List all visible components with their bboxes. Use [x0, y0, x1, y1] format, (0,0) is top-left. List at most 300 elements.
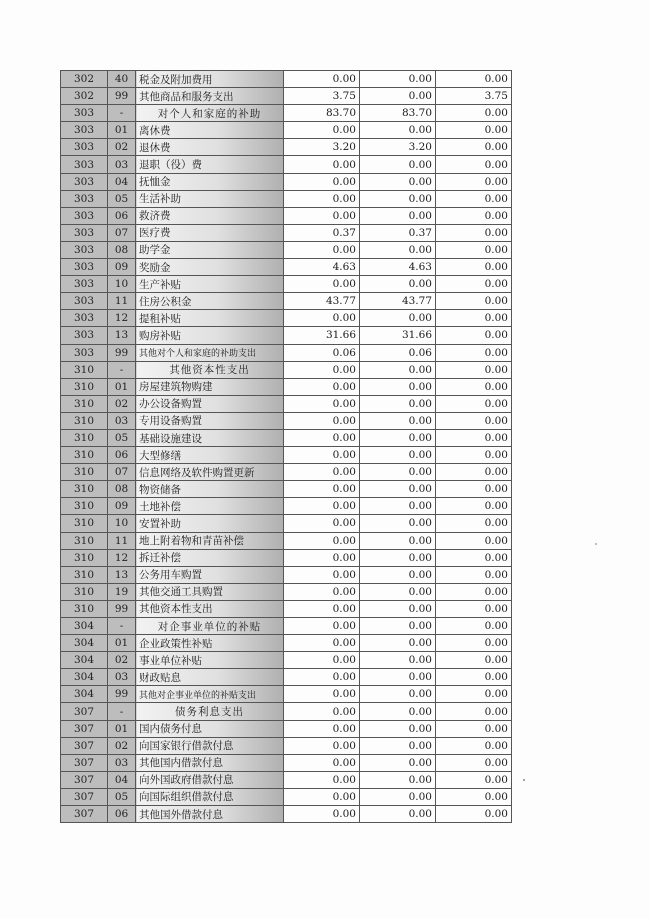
- total-amount-cell: 0.00: [284, 447, 360, 464]
- item-code-cell: 10: [108, 276, 136, 293]
- total-amount-cell: 0.00: [284, 190, 360, 207]
- table-row: [61, 88, 512, 105]
- class-code-cell: 303: [61, 139, 108, 156]
- total-amount-cell: 0.00: [284, 618, 360, 635]
- item-code-cell: 13: [108, 327, 136, 344]
- basic-amount-cell: 0.00: [360, 600, 436, 617]
- item-code-cell: 06: [108, 806, 136, 823]
- item-code-cell: 03: [108, 412, 136, 429]
- table-row: [61, 190, 512, 207]
- total-amount-cell: 0.00: [284, 771, 360, 788]
- total-amount-cell: 0.00: [284, 686, 360, 703]
- basic-amount-cell: 0.00: [360, 515, 436, 532]
- item-code-cell: 08: [108, 241, 136, 258]
- total-amount-cell: 0.00: [284, 207, 360, 224]
- table-category-row: [61, 618, 512, 635]
- item-name-cell: 向外国政府借款付息: [136, 771, 284, 788]
- class-code-cell: 310: [61, 361, 108, 378]
- total-amount-cell: 31.66: [284, 327, 360, 344]
- project-amount-cell: 0.00: [436, 583, 512, 600]
- project-amount-cell: 0.00: [436, 532, 512, 549]
- basic-amount-cell: 0.00: [360, 686, 436, 703]
- project-amount-cell: 0.00: [436, 703, 512, 720]
- total-amount-cell: 43.77: [284, 293, 360, 310]
- class-code-cell: 303: [61, 293, 108, 310]
- total-amount-cell: 0.00: [284, 276, 360, 293]
- class-code-cell: 303: [61, 190, 108, 207]
- item-code-cell: 02: [108, 737, 136, 754]
- class-code-cell: 303: [61, 122, 108, 139]
- class-code-cell: 302: [61, 88, 108, 105]
- project-amount-cell: 0.00: [436, 122, 512, 139]
- table-category-row: [61, 361, 512, 378]
- item-name-cell: 其他对企事业单位的补贴支出: [136, 686, 284, 703]
- class-code-cell: 310: [61, 600, 108, 617]
- project-amount-cell: 0.00: [436, 327, 512, 344]
- project-amount-cell: 0.00: [436, 618, 512, 635]
- basic-amount-cell: 0.00: [360, 190, 436, 207]
- item-name-cell: 抚恤金: [136, 173, 284, 190]
- project-amount-cell: 0.00: [436, 447, 512, 464]
- item-code-cell: 07: [108, 464, 136, 481]
- item-code-cell: 07: [108, 224, 136, 241]
- item-code-cell: 99: [108, 88, 136, 105]
- total-amount-cell: 0.00: [284, 515, 360, 532]
- class-code-cell: 310: [61, 532, 108, 549]
- project-amount-cell: 0.00: [436, 771, 512, 788]
- item-name-cell: 物资储备: [136, 481, 284, 498]
- item-name-cell: 税金及附加费用: [136, 71, 284, 88]
- table-row: [61, 600, 512, 617]
- item-name-cell: 公务用车购置: [136, 566, 284, 583]
- total-amount-cell: 3.20: [284, 139, 360, 156]
- project-amount-cell: 0.00: [436, 156, 512, 173]
- class-code-cell: 303: [61, 207, 108, 224]
- project-amount-cell: 0.00: [436, 669, 512, 686]
- basic-amount-cell: 0.00: [360, 737, 436, 754]
- total-amount-cell: 0.00: [284, 788, 360, 805]
- total-amount-cell: 83.70: [284, 105, 360, 122]
- basic-amount-cell: 0.00: [360, 395, 436, 412]
- project-amount-cell: 0.00: [436, 429, 512, 446]
- total-amount-cell: 0.00: [284, 532, 360, 549]
- item-name-cell: 其他国外借款付息: [136, 806, 284, 823]
- basic-amount-cell: 0.00: [360, 583, 436, 600]
- item-name-cell: 救济费: [136, 207, 284, 224]
- table-row: [61, 532, 512, 549]
- table-row: [61, 583, 512, 600]
- item-name-cell: 退职（役）费: [136, 156, 284, 173]
- class-code-cell: 303: [61, 156, 108, 173]
- item-code-cell: 40: [108, 71, 136, 88]
- basic-amount-cell: 0.00: [360, 532, 436, 549]
- total-amount-cell: 0.00: [284, 412, 360, 429]
- basic-amount-cell: 0.00: [360, 566, 436, 583]
- item-code-cell: 01: [108, 720, 136, 737]
- total-amount-cell: 0.37: [284, 224, 360, 241]
- expenditure-table: [60, 70, 512, 823]
- basic-amount-cell: 0.00: [360, 669, 436, 686]
- class-code-cell: 310: [61, 481, 108, 498]
- table-row: [61, 652, 512, 669]
- class-code-cell: 304: [61, 669, 108, 686]
- item-code-cell: 05: [108, 429, 136, 446]
- table-row: [61, 344, 512, 361]
- item-name-cell: 拆迁补偿: [136, 549, 284, 566]
- project-amount-cell: 0.00: [436, 600, 512, 617]
- table-row: [61, 293, 512, 310]
- project-amount-cell: 0.00: [436, 686, 512, 703]
- class-code-cell: 307: [61, 754, 108, 771]
- table-row: [61, 276, 512, 293]
- total-amount-cell: 0.00: [284, 122, 360, 139]
- item-name-cell: 办公设备购置: [136, 395, 284, 412]
- item-name-cell: 基础设施建设: [136, 429, 284, 446]
- item-code-cell: 99: [108, 686, 136, 703]
- item-code-cell: 01: [108, 122, 136, 139]
- item-name-cell: 助学金: [136, 241, 284, 258]
- class-code-cell: 307: [61, 788, 108, 805]
- project-amount-cell: 0.00: [436, 412, 512, 429]
- table-row: [61, 412, 512, 429]
- table-row: [61, 241, 512, 258]
- item-name-cell: 安置补助: [136, 515, 284, 532]
- total-amount-cell: 3.75: [284, 88, 360, 105]
- total-amount-cell: 0.00: [284, 635, 360, 652]
- class-code-cell: 307: [61, 737, 108, 754]
- item-code-cell: 11: [108, 293, 136, 310]
- table-row: [61, 429, 512, 446]
- total-amount-cell: 4.63: [284, 259, 360, 276]
- class-code-cell: 310: [61, 447, 108, 464]
- class-code-cell: 304: [61, 686, 108, 703]
- item-code-cell: 99: [108, 600, 136, 617]
- table-row: [61, 754, 512, 771]
- item-code-cell: -: [108, 618, 136, 635]
- project-amount-cell: 0.00: [436, 566, 512, 583]
- item-name-cell: 退休费: [136, 139, 284, 156]
- item-code-cell: 04: [108, 173, 136, 190]
- basic-amount-cell: 0.37: [360, 224, 436, 241]
- class-code-cell: 304: [61, 635, 108, 652]
- basic-amount-cell: 0.00: [360, 378, 436, 395]
- class-code-cell: 310: [61, 583, 108, 600]
- item-name-cell: 其他交通工具购置: [136, 583, 284, 600]
- item-name-cell: 购房补贴: [136, 327, 284, 344]
- basic-amount-cell: 0.00: [360, 771, 436, 788]
- item-name-cell: 向国家银行借款付息: [136, 737, 284, 754]
- basic-amount-cell: 0.00: [360, 207, 436, 224]
- total-amount-cell: 0.00: [284, 71, 360, 88]
- class-code-cell: 303: [61, 173, 108, 190]
- project-amount-cell: 0.00: [436, 224, 512, 241]
- basic-amount-cell: 0.00: [360, 481, 436, 498]
- project-amount-cell: 0.00: [436, 259, 512, 276]
- total-amount-cell: 0.00: [284, 395, 360, 412]
- class-code-cell: 304: [61, 652, 108, 669]
- item-code-cell: 02: [108, 139, 136, 156]
- project-amount-cell: 0.00: [436, 190, 512, 207]
- total-amount-cell: 0.00: [284, 156, 360, 173]
- table-row: [61, 737, 512, 754]
- basic-amount-cell: 0.00: [360, 788, 436, 805]
- basic-amount-cell: 0.00: [360, 241, 436, 258]
- table-row: [61, 635, 512, 652]
- item-code-cell: 06: [108, 207, 136, 224]
- total-amount-cell: 0.00: [284, 241, 360, 258]
- project-amount-cell: 0.00: [436, 293, 512, 310]
- item-name-cell: 国内债务付息: [136, 720, 284, 737]
- project-amount-cell: 0.00: [436, 498, 512, 515]
- basic-amount-cell: 43.77: [360, 293, 436, 310]
- class-code-cell: 310: [61, 566, 108, 583]
- project-amount-cell: 0.00: [436, 635, 512, 652]
- class-code-cell: 310: [61, 464, 108, 481]
- total-amount-cell: 0.00: [284, 549, 360, 566]
- class-code-cell: 304: [61, 618, 108, 635]
- table-row: [61, 310, 512, 327]
- class-code-cell: 307: [61, 771, 108, 788]
- basic-amount-cell: 0.00: [360, 361, 436, 378]
- basic-amount-cell: 0.00: [360, 276, 436, 293]
- table-row: [61, 156, 512, 173]
- table-row: [61, 686, 512, 703]
- class-code-cell: 303: [61, 105, 108, 122]
- project-amount-cell: 0.00: [436, 310, 512, 327]
- project-amount-cell: 0.00: [436, 737, 512, 754]
- table-row: [61, 71, 512, 88]
- item-name-cell: 其他资本性支出: [136, 600, 284, 617]
- item-code-cell: 05: [108, 788, 136, 805]
- item-code-cell: -: [108, 361, 136, 378]
- basic-amount-cell: 0.06: [360, 344, 436, 361]
- item-code-cell: 09: [108, 259, 136, 276]
- class-code-cell: 310: [61, 378, 108, 395]
- scan-speck: [523, 779, 525, 781]
- basic-amount-cell: 83.70: [360, 105, 436, 122]
- project-amount-cell: 0.00: [436, 71, 512, 88]
- project-amount-cell: 0.00: [436, 241, 512, 258]
- project-amount-cell: 0.00: [436, 754, 512, 771]
- item-code-cell: 02: [108, 395, 136, 412]
- item-name-cell: 生活补助: [136, 190, 284, 207]
- class-code-cell: 303: [61, 259, 108, 276]
- item-name-cell: 债务利息支出: [136, 703, 284, 720]
- item-code-cell: 02: [108, 652, 136, 669]
- item-code-cell: -: [108, 105, 136, 122]
- item-name-cell: 对企事业单位的补贴: [136, 618, 284, 635]
- total-amount-cell: 0.00: [284, 361, 360, 378]
- basic-amount-cell: 0.00: [360, 549, 436, 566]
- project-amount-cell: 0.00: [436, 395, 512, 412]
- table-row: [61, 498, 512, 515]
- item-code-cell: 09: [108, 498, 136, 515]
- class-code-cell: 310: [61, 429, 108, 446]
- table-row: [61, 806, 512, 823]
- table-row: [61, 122, 512, 139]
- item-name-cell: 住房公积金: [136, 293, 284, 310]
- table-category-row: [61, 703, 512, 720]
- basic-amount-cell: 0.00: [360, 88, 436, 105]
- total-amount-cell: 0.00: [284, 806, 360, 823]
- item-code-cell: 05: [108, 190, 136, 207]
- basic-amount-cell: 0.00: [360, 635, 436, 652]
- table-row: [61, 549, 512, 566]
- table-row: [61, 207, 512, 224]
- table-row: [61, 378, 512, 395]
- basic-amount-cell: 0.00: [360, 447, 436, 464]
- total-amount-cell: 0.00: [284, 481, 360, 498]
- total-amount-cell: 0.00: [284, 600, 360, 617]
- total-amount-cell: 0.00: [284, 378, 360, 395]
- total-amount-cell: 0.06: [284, 344, 360, 361]
- basic-amount-cell: 0.00: [360, 173, 436, 190]
- basic-amount-cell: 0.00: [360, 156, 436, 173]
- item-name-cell: 其他资本性支出: [136, 361, 284, 378]
- item-name-cell: 专用设备购置: [136, 412, 284, 429]
- item-code-cell: 19: [108, 583, 136, 600]
- class-code-cell: 310: [61, 515, 108, 532]
- basic-amount-cell: 0.00: [360, 703, 436, 720]
- table-row: [61, 515, 512, 532]
- item-name-cell: 离休费: [136, 122, 284, 139]
- basic-amount-cell: 3.20: [360, 139, 436, 156]
- table-row: [61, 259, 512, 276]
- project-amount-cell: 0.00: [436, 464, 512, 481]
- project-amount-cell: 0.00: [436, 652, 512, 669]
- total-amount-cell: 0.00: [284, 173, 360, 190]
- item-code-cell: 13: [108, 566, 136, 583]
- class-code-cell: 310: [61, 412, 108, 429]
- project-amount-cell: 0.00: [436, 173, 512, 190]
- table-row: [61, 395, 512, 412]
- item-code-cell: 10: [108, 515, 136, 532]
- total-amount-cell: 0.00: [284, 310, 360, 327]
- item-code-cell: 12: [108, 549, 136, 566]
- item-code-cell: 03: [108, 669, 136, 686]
- item-name-cell: 房屋建筑物购建: [136, 378, 284, 395]
- class-code-cell: 303: [61, 241, 108, 258]
- total-amount-cell: 0.00: [284, 652, 360, 669]
- project-amount-cell: 0.00: [436, 481, 512, 498]
- class-code-cell: 310: [61, 395, 108, 412]
- expenditure-table-body: [61, 71, 512, 823]
- table-category-row: [61, 105, 512, 122]
- project-amount-cell: 0.00: [436, 139, 512, 156]
- class-code-cell: 310: [61, 549, 108, 566]
- item-code-cell: 12: [108, 310, 136, 327]
- project-amount-cell: 0.00: [436, 788, 512, 805]
- project-amount-cell: 0.00: [436, 515, 512, 532]
- total-amount-cell: 0.00: [284, 498, 360, 515]
- project-amount-cell: 0.00: [436, 549, 512, 566]
- total-amount-cell: 0.00: [284, 669, 360, 686]
- item-name-cell: 信息网络及软件购置更新: [136, 464, 284, 481]
- item-code-cell: 06: [108, 447, 136, 464]
- basic-amount-cell: 0.00: [360, 806, 436, 823]
- project-amount-cell: 0.00: [436, 378, 512, 395]
- class-code-cell: 307: [61, 806, 108, 823]
- class-code-cell: 303: [61, 327, 108, 344]
- project-amount-cell: 0.00: [436, 207, 512, 224]
- item-name-cell: 向国际组织借款付息: [136, 788, 284, 805]
- project-amount-cell: 0.00: [436, 720, 512, 737]
- item-code-cell: 03: [108, 156, 136, 173]
- table-row: [61, 464, 512, 481]
- item-name-cell: 其他商品和服务支出: [136, 88, 284, 105]
- basic-amount-cell: 0.00: [360, 618, 436, 635]
- table-row: [61, 139, 512, 156]
- table-row: [61, 720, 512, 737]
- total-amount-cell: 0.00: [284, 566, 360, 583]
- item-code-cell: 11: [108, 532, 136, 549]
- project-amount-cell: 3.75: [436, 88, 512, 105]
- item-name-cell: 提租补贴: [136, 310, 284, 327]
- basic-amount-cell: 4.63: [360, 259, 436, 276]
- item-name-cell: 奖励金: [136, 259, 284, 276]
- item-code-cell: 04: [108, 771, 136, 788]
- class-code-cell: 303: [61, 224, 108, 241]
- item-name-cell: 土地补偿: [136, 498, 284, 515]
- table-row: [61, 481, 512, 498]
- basic-amount-cell: 0.00: [360, 652, 436, 669]
- item-name-cell: 生产补贴: [136, 276, 284, 293]
- item-code-cell: 08: [108, 481, 136, 498]
- table-row: [61, 788, 512, 805]
- project-amount-cell: 0.00: [436, 344, 512, 361]
- total-amount-cell: 0.00: [284, 429, 360, 446]
- total-amount-cell: 0.00: [284, 703, 360, 720]
- item-name-cell: 其他对个人和家庭的补助支出: [136, 344, 284, 361]
- class-code-cell: 307: [61, 720, 108, 737]
- table-row: [61, 669, 512, 686]
- class-code-cell: 303: [61, 344, 108, 361]
- table-row: [61, 447, 512, 464]
- table-row: [61, 173, 512, 190]
- table-row: [61, 327, 512, 344]
- basic-amount-cell: 0.00: [360, 310, 436, 327]
- total-amount-cell: 0.00: [284, 583, 360, 600]
- total-amount-cell: 0.00: [284, 720, 360, 737]
- item-name-cell: 大型修缮: [136, 447, 284, 464]
- total-amount-cell: 0.00: [284, 754, 360, 771]
- basic-amount-cell: 31.66: [360, 327, 436, 344]
- item-name-cell: 地上附着物和青苗补偿: [136, 532, 284, 549]
- basic-amount-cell: 0.00: [360, 498, 436, 515]
- item-name-cell: 事业单位补贴: [136, 652, 284, 669]
- item-name-cell: 对个人和家庭的补助: [136, 105, 284, 122]
- class-code-cell: 307: [61, 703, 108, 720]
- table-row: [61, 566, 512, 583]
- item-code-cell: 03: [108, 754, 136, 771]
- scan-speck: [595, 543, 597, 545]
- basic-amount-cell: 0.00: [360, 429, 436, 446]
- table-row: [61, 224, 512, 241]
- item-code-cell: -: [108, 703, 136, 720]
- item-code-cell: 01: [108, 635, 136, 652]
- item-name-cell: 财政贴息: [136, 669, 284, 686]
- basic-amount-cell: 0.00: [360, 412, 436, 429]
- class-code-cell: 303: [61, 310, 108, 327]
- class-code-cell: 310: [61, 498, 108, 515]
- item-code-cell: 01: [108, 378, 136, 395]
- class-code-cell: 303: [61, 276, 108, 293]
- item-name-cell: 企业政策性补贴: [136, 635, 284, 652]
- basic-amount-cell: 0.00: [360, 720, 436, 737]
- basic-amount-cell: 0.00: [360, 754, 436, 771]
- project-amount-cell: 0.00: [436, 276, 512, 293]
- total-amount-cell: 0.00: [284, 737, 360, 754]
